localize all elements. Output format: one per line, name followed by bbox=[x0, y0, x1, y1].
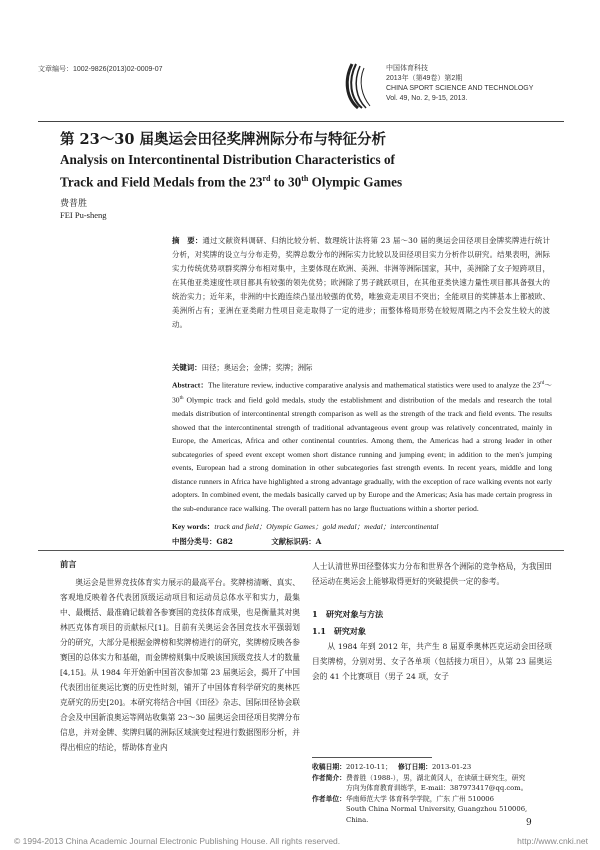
journal-volume-en: Vol. 49, No. 2, 9-15, 2013. bbox=[386, 95, 468, 102]
section-1-1-heading: 1.1 研究对象 bbox=[312, 626, 366, 636]
footnote-author bbox=[312, 773, 562, 784]
section-1-heading: 1 研究对象与方法 bbox=[312, 609, 384, 619]
unit-line1: 华南师范大学 体育科学学院，广东 广州 510006 bbox=[345, 794, 494, 803]
body-left-column bbox=[60, 559, 300, 755]
body-right-column bbox=[312, 559, 552, 684]
journal-name-cn: 中国体育科技 bbox=[386, 65, 428, 72]
copyright-text: © 1994-2013 China Academic Journal Electronic Publishing House. All rights reserved. bbox=[14, 836, 341, 846]
title-chinese: 第 23～30 届奥运会田径奖牌洲际分布与特征分析 bbox=[60, 131, 386, 148]
preface-paragraph: 奥运会是世界竞技体育实力展示的最高平台。奖牌榜清晰、真实、客观地反映着各代表团顶级运动项目和运动员总体水平和实力，最集中、最概括、最准确记载着各参赛国的竞技体育成果，也是衡量其对奥林匹克体育项目的贡献标尺[1]。目前有关奥运会各国竞技水平强弱划分的研究，大部分是根据金牌榜和奖牌榜进行的研究，奖牌榜反映各参赛国的总体实力和基础，而金牌榜则集中反映该国顶级竞技人才的数量[4,15]。从 1984 年开始新中国首次参加第 23 届奥运会，揭开了中国代表团出征奥运比赛的历史性时刻，铺开了中国体育科学研究的奥林匹克研究的历史[20]。本研究将结合中国《田径》杂志、国际田径协会联合会及中国新浪奥运等网站收集第 23～30 届奥运会田径项目奖牌分布信息，并对金牌、奖牌归属的洲际区域演变过程进行数据图形分析，并得出相应的结论，帮助体育业内 bbox=[60, 578, 300, 752]
classification-row bbox=[172, 536, 327, 547]
unit-line3: China. bbox=[346, 815, 369, 824]
abstract-chinese bbox=[172, 234, 550, 332]
journal-logo bbox=[338, 58, 378, 112]
footnote-divider bbox=[312, 757, 432, 758]
footnote bbox=[312, 762, 562, 825]
section-1-1-paragraph: 从 1984 年到 2012 年，共产生 8 届夏季奥林匹克运动会田径项目奖牌榜，分别对男、女子各单项（包括接力项目），从第 23 届奥运会的 41 个比赛项目（男子 24 项，女子 bbox=[312, 642, 552, 681]
title-english-sup2: th bbox=[301, 174, 309, 183]
abstract-english bbox=[172, 377, 552, 515]
keywords-chinese-label: 关键词： bbox=[172, 363, 202, 372]
abstract-english-sup2: th bbox=[179, 396, 184, 402]
author-english: FEI Pu-sheng bbox=[60, 210, 107, 220]
revised-date: 2013-01-23 bbox=[431, 763, 472, 771]
unit-label: 作者单位： bbox=[312, 794, 346, 803]
received-date: 2012-10-11； bbox=[345, 763, 392, 771]
article-number: 文章编号：1002-9826(2013)02-0009-07 bbox=[38, 66, 163, 73]
footnote-unit bbox=[312, 794, 562, 805]
keywords-chinese-text: 田径；奥运会；金牌；奖牌；洲际 bbox=[201, 363, 313, 372]
cnki-link[interactable]: http://www.cnki.net bbox=[517, 836, 588, 846]
keywords-chinese bbox=[172, 362, 550, 373]
page-number: 9 bbox=[526, 818, 532, 828]
header-divider bbox=[38, 121, 564, 122]
title-english-line2-pre: Track and Field Medals from the 23 bbox=[60, 174, 263, 190]
author-chinese: 费普胜 bbox=[60, 199, 88, 209]
abstract-english-text-post: Olympic track and field gold medals, study the establishment and distribution of the medals and research the total medals distribution of intercontinental strength comparison as well as the strength of the track and field events. The results showed that the intercontinental strength of traditional advantageous event group was relatively concentrated, mainly in Europe, the Americas, Africa and other continental countries. Among them, the Americas had a strong leader in other subcategories of speed event except women short distance running and jumping event; in addition to the men's jumping events, European had a strong domination in other subcategories fast strength events. In recent years, middle and long distance runners in Africa have highlighted a strong advantage gradually, with the exception of race walking events not early adopters. In combined event, the medals basically carved up by Europe and the Americas; Asia has made certain progress in the sub-endurance race walking. The overall pattern has no large fluctuations within a shorter period. bbox=[172, 395, 552, 513]
clc-number: 中图分类号：G82 bbox=[172, 537, 233, 546]
keywords-english-label: Key words： bbox=[172, 522, 215, 531]
title-english-line1: Analysis on Intercontinental Distribution Characteristics of bbox=[60, 152, 395, 167]
unit-line2: South China Normal University, Guangzhou 510006, bbox=[346, 805, 528, 813]
title-english-line2-post: Olympic Games bbox=[308, 174, 403, 190]
abstract-chinese-label: 摘 要： bbox=[172, 236, 203, 245]
journal-info bbox=[386, 64, 533, 104]
abstract-english-sup1: rd bbox=[540, 381, 545, 386]
document-code: 文献标识码：A bbox=[271, 537, 322, 546]
section-divider bbox=[38, 550, 564, 551]
author-info-line2: 方向为体育教育训练学，E-mail：387973417@qq.com。 bbox=[346, 784, 528, 792]
author-info-line1: 费普胜（1988-），男，湖北黄冈人，在读硕士研究生，研究 bbox=[345, 773, 526, 782]
received-label: 收稿日期： bbox=[312, 763, 346, 771]
title-english bbox=[60, 150, 530, 191]
journal-name-en: CHINA SPORT SCIENCE AND TECHNOLOGY bbox=[386, 85, 534, 92]
abstract-english-text-mid: ～30 bbox=[172, 380, 553, 405]
preface-heading: 前言 bbox=[60, 559, 77, 569]
keywords-english bbox=[172, 521, 552, 532]
author-info-label: 作者简介： bbox=[312, 773, 346, 782]
footnote-dates bbox=[312, 762, 562, 773]
journal-volume-cn: 2013年（第49卷）第2期 bbox=[386, 75, 463, 82]
keywords-english-text: track and field；Olympic Games；gold medal；medal；intercontinental bbox=[214, 522, 439, 531]
title-english-line2-mid: to 30 bbox=[270, 174, 302, 190]
abstract-chinese-text: 通过文献资料调研、归纳比较分析、数理统计法将第 23 届～30 届的奥运会田径项目金牌奖牌进行统计分析，对奖牌的设立与分布走势，奖牌总数分布的洲际实力比较以及田径项目实力分析作以研究。结果表明，洲际实力传统优势项群奖牌分布相对集中，主要体现在欧洲、美洲、非洲等洲际国家，其中，美洲除了女子短跨项目，在其他亚类速度性项目都具有较强的领先优势；欧洲除了男子跳跃项目，在其他亚类快速力量性项目都具备强大的统治实力；近年来，非洲的中长跑连续凸显出较强的优势，唯独竞走项目不突出；全能项目的奖牌基本上都被欧、美洲所占有；亚洲在亚类耐力性项目竞走取得了一定的进步；而整体格局形势在较短周期之内不会发生较大的波动。 bbox=[172, 236, 551, 329]
revised-label: 修订日期： bbox=[397, 763, 432, 771]
title-english-sup1: rd bbox=[262, 174, 271, 183]
preface-continuation: 人士认清世界田径整体实力分布和世界各个洲际的竞争格局，为我国田径运动在奥运会上能够取得更好的突破提供一定的参考。 bbox=[312, 562, 552, 586]
abstract-english-label: Abstract： bbox=[172, 380, 209, 390]
abstract-english-text-pre: The literature review, inductive comparative analysis and mathematical statistics were used to analyze the 23 bbox=[208, 380, 541, 390]
